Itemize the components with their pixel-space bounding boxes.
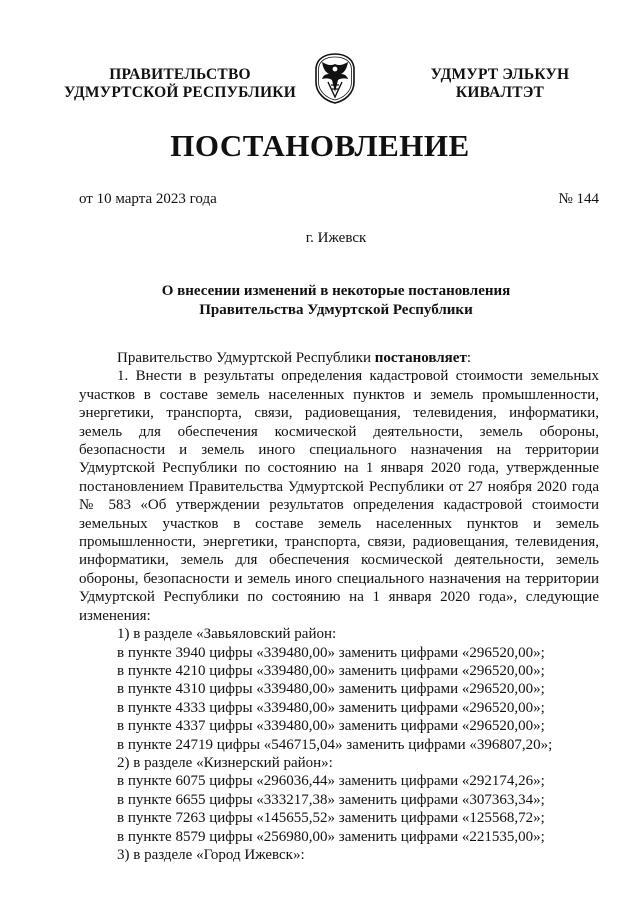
section-1-item: в пункте 3940 цифры «339480,00» заменить цифрами «296520,00»; <box>117 644 545 661</box>
section-3-title: 3) в разделе «Город Ижевск»: <box>117 846 305 863</box>
intro-end: : <box>466 350 471 366</box>
p1-line: информатики, земель для обеспечения космической деятельности, земель <box>79 552 599 569</box>
p1-line: промышленности, энергетики, транспорта, связи, радиовещания, телевидения, <box>79 534 599 551</box>
document-title: ПОСТАНОВЛЕНИЕ <box>170 128 470 163</box>
intro-text: Правительство Удмуртской Республики <box>117 350 375 366</box>
document-city: г. Ижевск <box>305 230 367 246</box>
p1-line: земель для обеспечения космической деятельности, земель обороны, <box>79 423 599 440</box>
header-right <box>405 66 595 102</box>
udmurt-coat-of-arms-icon <box>314 52 356 104</box>
p1-line: участков в составе земель населенных пунктов и земель промышленности, <box>79 386 599 403</box>
p1-line: обороны, безопасности и земель иного специального назначения на территории <box>79 570 599 587</box>
section-2-item: в пункте 6075 цифры «296036,44» заменить цифрами «292174,26»; <box>117 773 545 790</box>
p1-line: постановлением Правительства Удмуртской Республики от 27 ноября 2020 года <box>79 478 599 495</box>
header-left-line1: ПРАВИТЕЛЬСТВО <box>109 66 251 83</box>
intro-line <box>79 349 599 367</box>
p1-line: № 583 «Об утверждении результатов определения кадастровой стоимости <box>79 497 599 514</box>
p1-line: изменения: <box>79 607 151 624</box>
subject-line2: Правительства Удмуртской Республики <box>199 301 473 318</box>
header-right-line1: УДМУРТ ЭЛЬКУН <box>430 66 570 83</box>
section-1-title: 1) в разделе «Завьяловский район: <box>117 626 337 643</box>
section-1-item: в пункте 4310 цифры «339480,00» заменить цифрами «296520,00»; <box>117 681 545 698</box>
header-left-line2: УДМУРТСКОЙ РЕСПУБЛИКИ <box>64 84 296 101</box>
section-1-item: в пункте 4337 цифры «339480,00» заменить цифрами «296520,00»; <box>117 718 545 735</box>
p1-line: земельных участков в составе земель населенных пунктов и земель <box>79 515 599 532</box>
p1-line: энергетики, транспорта, связи, радиовещания, телевидения, информатики, <box>79 405 599 422</box>
intro-bold: постановляет <box>374 350 467 366</box>
p1-line: Удмуртской Республики по состоянию на 1 января 2020 года», следующие <box>79 589 599 606</box>
section-1-item: в пункте 24719 цифры «546715,04» заменить цифрами «396807,20»; <box>117 736 553 753</box>
section-1-item: в пункте 4210 цифры «339480,00» заменить цифрами «296520,00»; <box>117 662 545 679</box>
document-date: от 10 марта 2023 года <box>79 191 217 207</box>
header-right-line2: КИВАЛТЭТ <box>455 84 545 101</box>
section-2-item: в пункте 8579 цифры «256980,00» заменить цифрами «221535,00»; <box>117 828 545 845</box>
p1-line: безопасности и земель иного специального назначения на территории <box>79 442 599 459</box>
p1-line: Удмуртской Республики по состоянию на 1 января 2020 года, утвержденные <box>79 460 599 477</box>
section-2-item: в пункте 6655 цифры «333217,38» заменить цифрами «307363,34»; <box>117 791 545 808</box>
document-body <box>79 349 599 864</box>
section-2-title: 2) в разделе «Кизнерский район»: <box>117 754 333 771</box>
section-2-item: в пункте 7263 цифры «145655,52» заменить цифрами «125568,72»; <box>117 810 545 827</box>
document-number: № 144 <box>558 191 599 207</box>
document-subject <box>0 282 640 319</box>
header-left <box>60 66 300 102</box>
section-1-item: в пункте 4333 цифры «339480,00» заменить цифрами «296520,00»; <box>117 699 545 716</box>
p1-line: 1. Внести в результаты определения кадастровой стоимости земельных <box>117 368 599 385</box>
subject-line1: О внесении изменений в некоторые постановления <box>161 283 511 299</box>
